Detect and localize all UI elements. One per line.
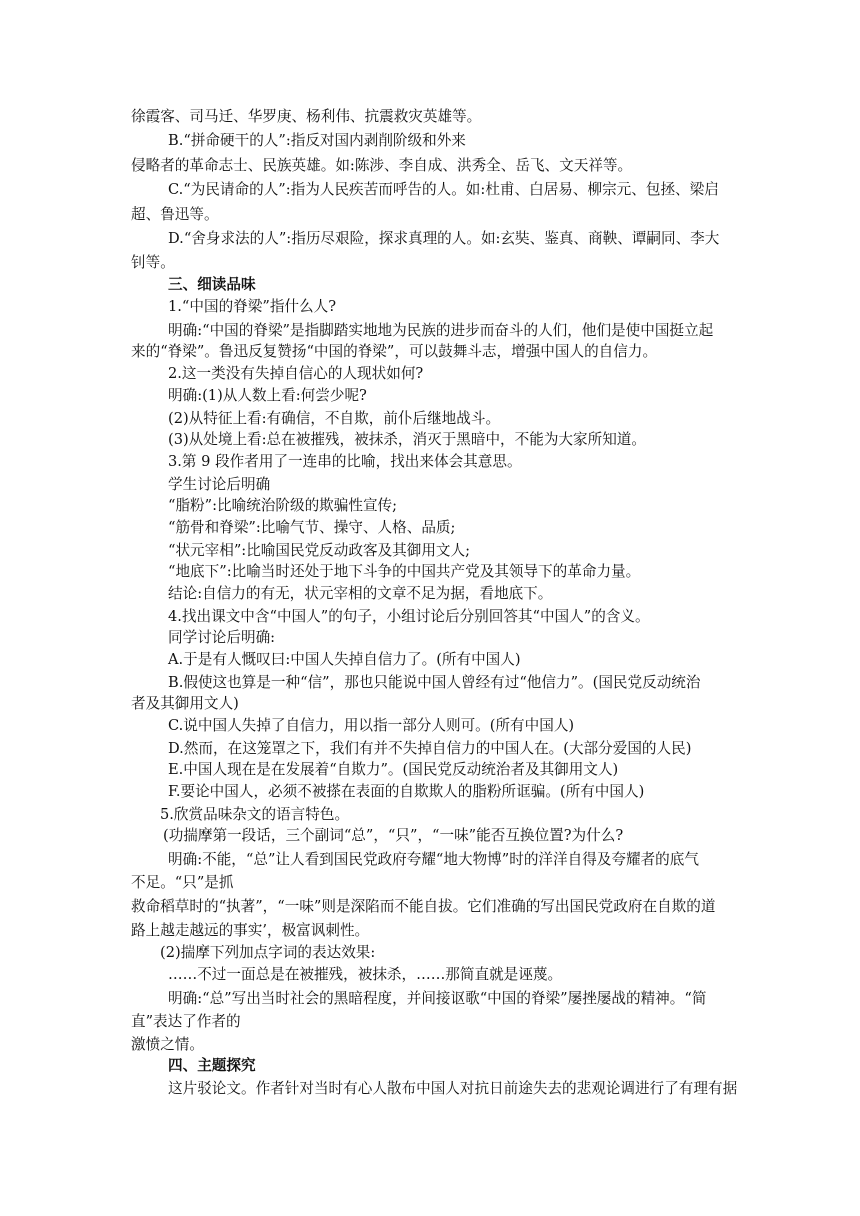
text-line: 路上越走越远的事实’，极富讽刺性。: [131, 922, 370, 939]
text-line: (功揣摩第一段话，三个副词“总”，“只”，“一味”能否互换位置?为什么?: [163, 827, 624, 844]
text-line: D.“舍身求法的人”:指历尽艰险，探求真理的人。如:玄奘、鉴真、商鞅、谭嗣同、李大: [168, 230, 720, 247]
text-line: 结论:自信力的有无，状元宰相的文章不足为据，看地底下。: [168, 585, 553, 602]
text-line: 1.“中国的脊梁”指什么人?: [168, 298, 337, 315]
text-line: “筋骨和脊梁”:比喻气节、操守、人格、品质;: [168, 519, 456, 536]
text-line: 这片驳论文。作者针对当时有心人散布中国人对抗日前途失去的悲观论调进行了有理有据: [168, 1080, 738, 1097]
text-line: D.然而，在这笼罩之下，我们有并不失掉自信力的中国人在。(大部分爱国的人民): [168, 740, 692, 757]
text-line: 3.第 9 段作者用了一连串的比喻，找出来体会其意思。: [168, 453, 522, 470]
text-line: 超、鲁迅等。: [131, 206, 219, 223]
text-line: 直”表达了作者的: [131, 1013, 241, 1030]
text-line: (2)揣摩下列加点字词的表达效果:: [160, 944, 376, 961]
text-line: F.要论中国人，必须不被搽在表面的自欺欺人的脂粉所诓骗。(所有中国人): [168, 783, 645, 800]
text-line: B.假使这也算是一种“信”，那也只能说中国人曾经有过“他信力”。(国民党反动统治: [168, 674, 701, 691]
text-line: E.中国人现在是在发展着“自欺力”。(国民党反动统治者及其御用文人): [168, 761, 619, 778]
text-line: 激愤之情。: [131, 1036, 204, 1053]
section-heading: 四、主题探究: [168, 1057, 256, 1074]
text-line: B.“拼命硬干的人”:指反对国内剥削阶级和外来: [168, 132, 466, 149]
text-line: 2.这一类没有失掉自信心的人现状如何?: [168, 365, 424, 382]
section-heading: 三、细读品味: [168, 276, 256, 293]
text-line: “状元宰相”:比喻国民党反动政客及其御用文人;: [168, 542, 471, 559]
text-line: 4.找出课文中含“中国人”的句子，小组讨论后分别回答其“中国人”的含义。: [168, 608, 650, 625]
text-line: C.“为民请命的人”:指为人民疾苦而呼告的人。如:杜甫、白居易、柳宗元、包拯、梁启: [168, 181, 719, 198]
text-line: C.说中国人失掉了自信力，用以指一部分人则可。(所有中国人): [168, 717, 575, 734]
text-line: ……不过一面总是在被摧残，被抹杀，……那简直就是诬蔑。: [168, 966, 563, 983]
text-line: “脂粉”:比喻统治阶级的欺骗性宣传;: [168, 497, 398, 514]
text-line: A.于是有人慨叹曰:中国人失掉自信力了。(所有中国人): [168, 651, 521, 668]
text-line: 救命稻草时的“执著”，“一味”则是深陷而不能自拔。它们准确的写出国民党政府在自欺的道: [131, 898, 716, 915]
text-line: 侵略者的革命志士、民族英雄。如:陈涉、李自成、洪秀全、岳飞、文天祥等。: [131, 157, 633, 174]
text-line: 明确:“中国的脊梁”是指脚踏实地地为民族的进步而奋斗的人们，他们是使中国挺立起: [168, 322, 714, 339]
text-line: 学生讨论后明确: [168, 476, 271, 493]
text-line: 明确:“总”写出当时社会的黑暗程度，并间接讴歌“中国的脊梁”屡挫屡战的精神。“简: [168, 990, 707, 1007]
text-line: 明确:不能，“总”让人看到国民党政府夸耀“地大物博”时的洋洋自得及夸耀者的底气: [168, 851, 699, 868]
text-line: 者及其御用文人): [131, 695, 239, 712]
text-line: (2)从特征上看:有确信，不自欺，前仆后继地战斗。: [168, 410, 501, 427]
text-line: (3)从处境上看:总在被摧残，被抹杀，消灭于黑暗中，不能为大家所知道。: [168, 431, 646, 448]
text-line: 钊等。: [131, 254, 175, 271]
text-line: 不足。“只”是抓: [131, 874, 234, 891]
text-line: “地底下”:比喻当时还处于地下斗争的中国共产党及其领导下的革命力量。: [168, 563, 641, 580]
text-line: 明确:(1)从人数上看:何尝少呢?: [168, 387, 367, 404]
text-line: 徐霞客、司马迁、华罗庚、杨利伟、抗震救灾英雄等。: [131, 108, 482, 125]
text-line: 5.欣赏品味杂文的语言特色。: [160, 806, 350, 823]
text-line: 同学讨论后明确:: [168, 629, 276, 646]
text-line: 来的“脊梁”。鲁迅反复赞扬“中国的脊梁”，可以鼓舞斗志，增强中国人的自信力。: [131, 343, 658, 360]
